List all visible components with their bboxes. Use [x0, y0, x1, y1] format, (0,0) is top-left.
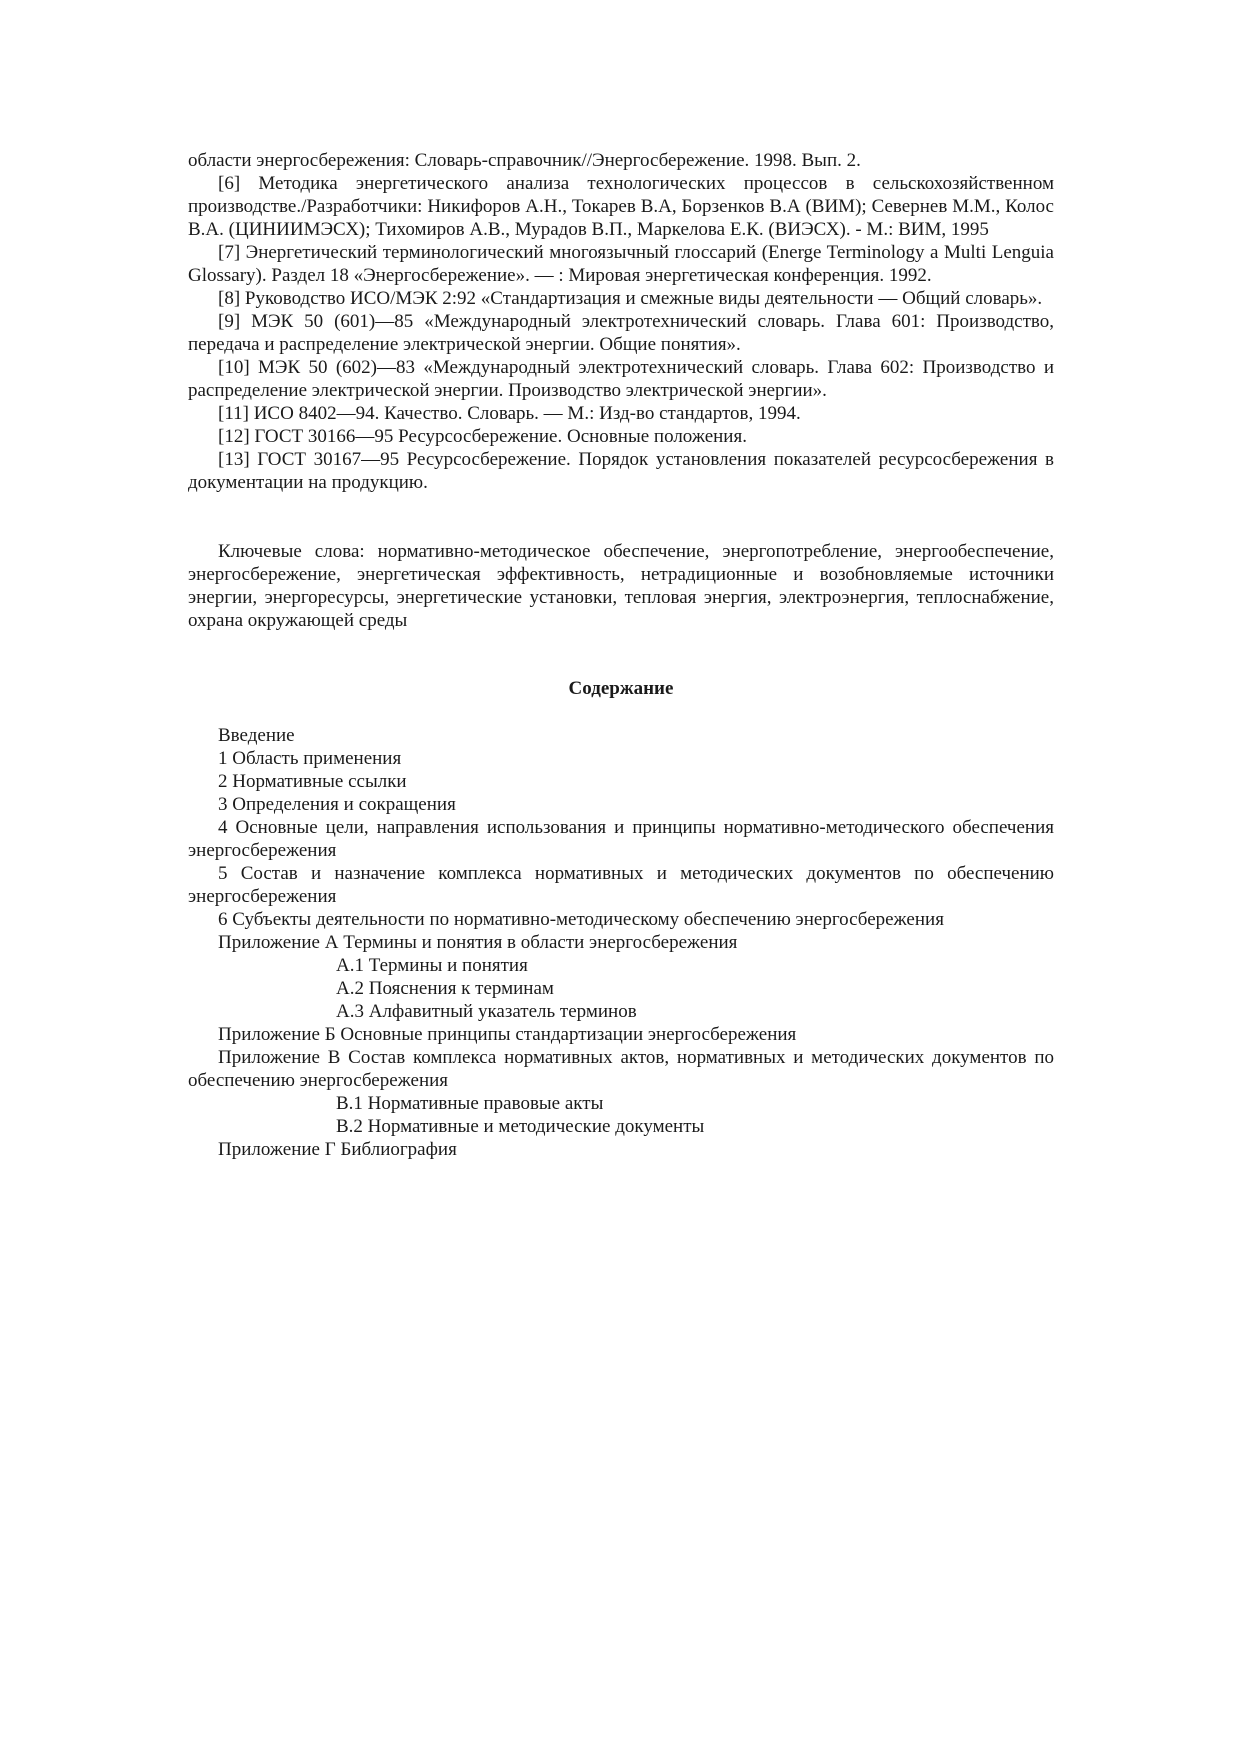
bibliography-item-12: [12] ГОСТ 30166—95 Ресурсосбережение. Основные положения. — [218, 426, 747, 447]
toc-subentry: А.2 Пояснения к терминам — [336, 978, 554, 999]
spacer — [188, 632, 1054, 677]
toc-entry: 5 Состав и назначение комплекса нормативных и методических документов по обеспечению энергосбережения — [188, 863, 1054, 907]
document-page — [188, 149, 1054, 1161]
bibliography-item-6: [6] Методика энергетического анализа технологических процессов в сельскохозяйственном производстве./Разработчики: Никифоров А.Н., Токарев В.А, Борзенков В.А (ВИМ); Севернев М.М., Колос В.А. (ЦИНИИМЭСХ); Тихомиров А.В., Мурадов В.П., Маркелова Е.К. (ВИЭСХ). - М.: ВИМ, 1995 — [188, 173, 1054, 240]
bibliography-item-7: [7] Энергетический терминологический многоязычный глоссарий (Energe Terminology a Multi Lenguia Glossary). Раздел 18 «Энергосбережение». — : Мировая энергетическая конференция. 1992. — [188, 242, 1054, 286]
toc-subentry: А.1 Термины и понятия — [336, 955, 528, 976]
toc-subentry: В.2 Нормативные и методические документы — [336, 1116, 705, 1137]
keywords-paragraph: Ключевые слова: нормативно-методическое обеспечение, энергопотребление, энергообеспечение, энергосбережение, энергетическая эффективность, нетрадиционные и возобновляемые источники энергии, энергоресурсы, энергетические установки, тепловая энергия, электроэнергия, теплоснабжение, охрана окружающей среды — [188, 541, 1054, 631]
toc-entry: 2 Нормативные ссылки — [218, 771, 407, 792]
spacer — [188, 494, 1054, 540]
toc-entry: 3 Определения и сокращения — [218, 794, 456, 815]
bibliography-item-13: [13] ГОСТ 30167—95 Ресурсосбережение. Порядок установления показателей ресурсосбережения в документации на продукцию. — [188, 449, 1054, 493]
toc-entry: Приложение Б Основные принципы стандартизации энергосбережения — [218, 1024, 797, 1045]
toc-subentry: А.3 Алфавитный указатель терминов — [336, 1001, 637, 1022]
toc-entry: 1 Область применения — [218, 748, 402, 769]
toc-entry: Приложение А Термины и понятия в области энергосбережения — [218, 932, 738, 953]
toc-entry: Приложение Г Библиография — [218, 1139, 457, 1160]
toc-subentry: В.1 Нормативные правовые акты — [336, 1093, 604, 1114]
toc-list — [188, 724, 1054, 1161]
bibliography-item-8: [8] Руководство ИСО/МЭК 2:92 «Стандартизация и смежные виды деятельности — Общий словарь». — [218, 288, 1043, 309]
bibliography-item-9: [9] МЭК 50 (601)—85 «Международный электротехнический словарь. Глава 601: Производство, передача и распределение электрической энергии. Общие понятия». — [188, 311, 1054, 355]
spacer — [188, 700, 1054, 724]
toc-entry: 4 Основные цели, направления использования и принципы нормативно-методического обеспечения энергосбережения — [188, 817, 1054, 861]
bibliography-item-11: [11] ИСО 8402—94. Качество. Словарь. — М.: Изд-во стандартов, 1994. — [218, 403, 801, 424]
toc-entry: 6 Субъекты деятельности по нормативно-методическому обеспечению энергосбережения — [218, 909, 944, 930]
toc-entry: Приложение В Состав комплекса нормативных актов, нормативных и методических документов по обеспечению энергосбережения — [188, 1047, 1054, 1091]
toc-entry: Введение — [218, 725, 295, 746]
bibliography-item-10: [10] МЭК 50 (602)—83 «Международный электротехнический словарь. Глава 602: Производство и распределение электрической энергии. Производство электрической энергии». — [188, 357, 1054, 401]
toc-heading: Содержание — [568, 678, 674, 699]
bibliography-continuation: области энергосбережения: Словарь-справочник//Энергосбережение. 1998. Вып. 2. — [188, 150, 861, 171]
